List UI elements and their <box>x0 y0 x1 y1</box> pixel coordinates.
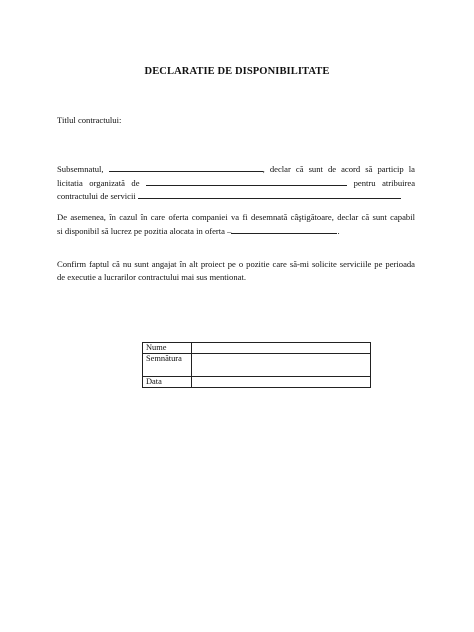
period-text: . <box>337 225 340 236</box>
signature-table <box>142 342 371 388</box>
confirmation-line-1: Confirm faptul că nu sunt angajat în alt proiect pe o pozitie care să-mi solicite serviciile pe perioada <box>57 259 415 269</box>
organizer-blank[interactable] <box>146 176 347 186</box>
position-label: si disponibil să lucrez pe pozitia alocata in oferta – <box>57 225 232 236</box>
signature-field[interactable] <box>192 354 371 377</box>
contract-title-label: Titlul contractului: <box>57 115 122 125</box>
declaration-line-3 <box>57 189 415 203</box>
agreement-text: , declar că sunt de acord să particip la <box>262 164 415 174</box>
subsemnatul-label: Subsemnatul, <box>57 164 104 174</box>
position-blank[interactable] <box>231 224 340 236</box>
declaration-line-2 <box>57 176 415 190</box>
name-label: Nume <box>143 343 192 354</box>
atribuirea-text: pentru atribuirea <box>353 177 416 188</box>
availability-line-2 <box>57 224 415 238</box>
declaration-line-1 <box>57 162 415 176</box>
confirmation-paragraph <box>57 258 415 283</box>
licitatia-label: licitatia organizată de <box>57 177 140 188</box>
date-field[interactable] <box>192 377 371 388</box>
date-label: Data <box>143 377 192 388</box>
signature-label: Semnătura <box>143 354 192 377</box>
contract-blank[interactable] <box>138 189 401 199</box>
name-blank[interactable] <box>109 162 263 172</box>
name-field[interactable] <box>192 343 371 354</box>
table-row <box>143 377 371 388</box>
table-row <box>143 343 371 354</box>
table-row <box>143 354 371 377</box>
confirmation-line-2: de executie a lucrarilor contractului mai sus mentionat. <box>57 271 246 282</box>
document-title: DECLARATIE DE DISPONIBILITATE <box>144 66 330 77</box>
availability-line-1: De asemenea, în cazul în care oferta companiei va fi desemnată câştigătoare, declar că sunt capabil <box>57 212 415 222</box>
contract-servicii-label: contractului de servicii <box>57 191 136 201</box>
availability-paragraph <box>57 211 415 237</box>
declaration-paragraph <box>57 162 415 203</box>
